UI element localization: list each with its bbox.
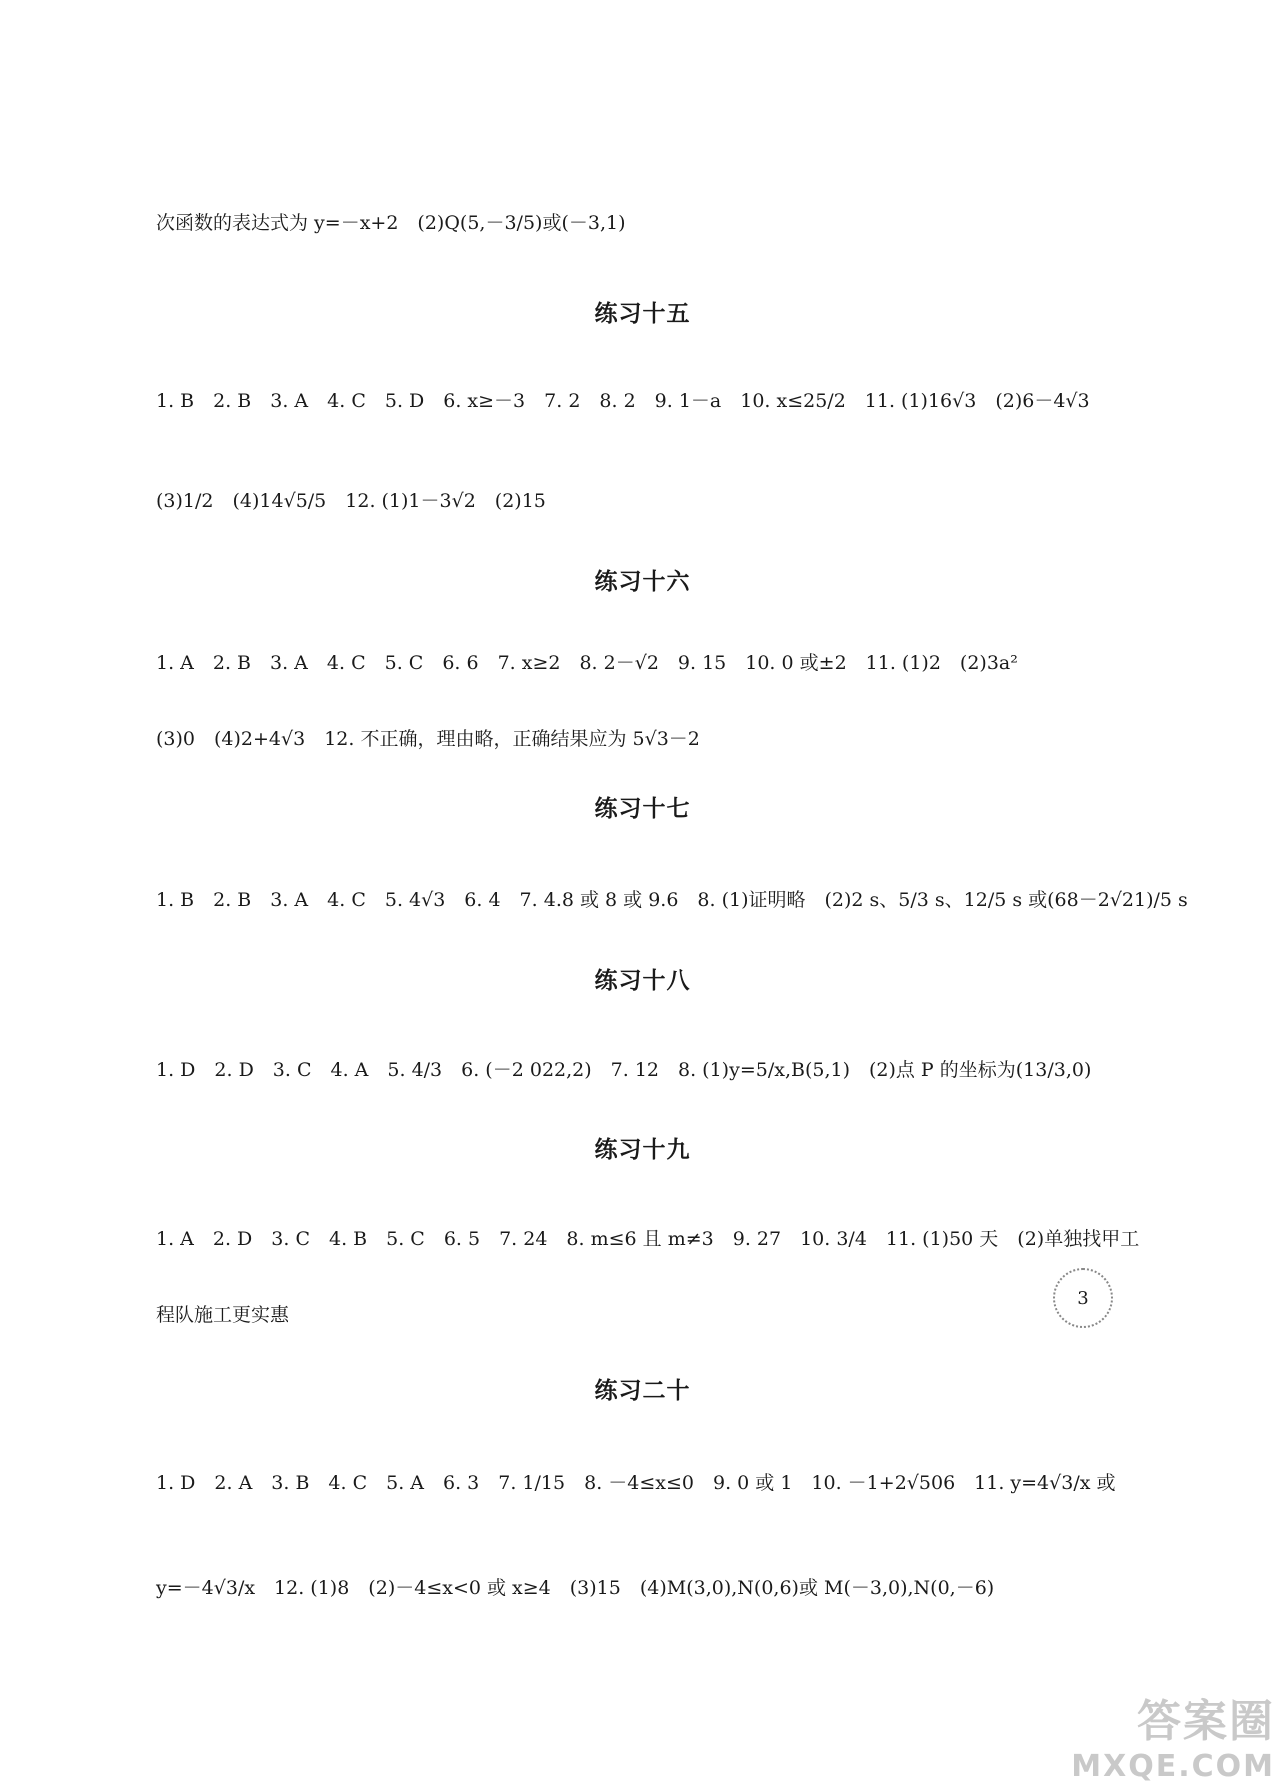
page-number: 3 [1053,1268,1113,1328]
section-title-16: 练习十六 [594,569,691,595]
answer-line-continued: 次函数的表达式为 y=－x+2 (2)Q(5,－3/5)或(－3,1) [156,212,626,234]
section-title-17: 练习十七 [594,796,691,822]
answer-line: (3)0 (4)2+4√3 12. 不正确，理由略，正确结果应为 5√3－2 [156,728,700,750]
answer-line: 1. B 2. B 3. A 4. C 5. 4√3 6. 4 7. 4.8 或 8 或 9.6 8. (1)证明略 (2)2 s、5/3 s、12/5 s 或(68－2√21)/5 s [156,889,1188,911]
answer-line: 1. D 2. D 3. C 4. A 5. 4/3 6. (－2 022,2) 7. 12 8. (1)y=5/x,B(5,1) (2)点 P 的坐标为(13/3,0) [156,1059,1092,1081]
answer-line: y=－4√3/x 12. (1)8 (2)－4≤x<0 或 x≥4 (3)15 (4)M(3,0),N(0,6)或 M(－3,0),N(0,－6) [156,1577,995,1599]
watermark-url: MXQE.COM [1071,1749,1275,1784]
section-title-19: 练习十九 [594,1137,691,1163]
answer-line: (3)1/2 (4)14√5/5 12. (1)1－3√2 (2)15 [156,490,546,512]
section-title-18: 练习十八 [594,968,691,994]
answer-line: 1. B 2. B 3. A 4. C 5. D 6. x≥－3 7. 2 8. 2 9. 1－a 10. x≤25/2 11. (1)16√3 (2)6－4√3 [156,390,1090,412]
section-title-20: 练习二十 [594,1378,691,1404]
watermark [1071,1685,1275,1784]
section-title-15: 练习十五 [594,301,691,327]
answer-line: 程队施工更实惠 [156,1304,290,1326]
answer-line: 1. D 2. A 3. B 4. C 5. A 6. 3 7. 1/15 8. －4≤x≤0 9. 0 或 1 10. －1+2√506 11. y=4√3/x 或 [156,1472,1116,1494]
watermark-logo: 答案圈 [1137,1696,1275,1747]
answer-line: 1. A 2. B 3. A 4. C 5. C 6. 6 7. x≥2 8. 2－√2 9. 15 10. 0 或±2 11. (1)2 (2)3a² [156,652,1018,674]
answer-line: 1. A 2. D 3. C 4. B 5. C 6. 5 7. 24 8. m≤6 且 m≠3 9. 27 10. 3/4 11. (1)50 天 (2)单独找甲工 [156,1228,1140,1250]
